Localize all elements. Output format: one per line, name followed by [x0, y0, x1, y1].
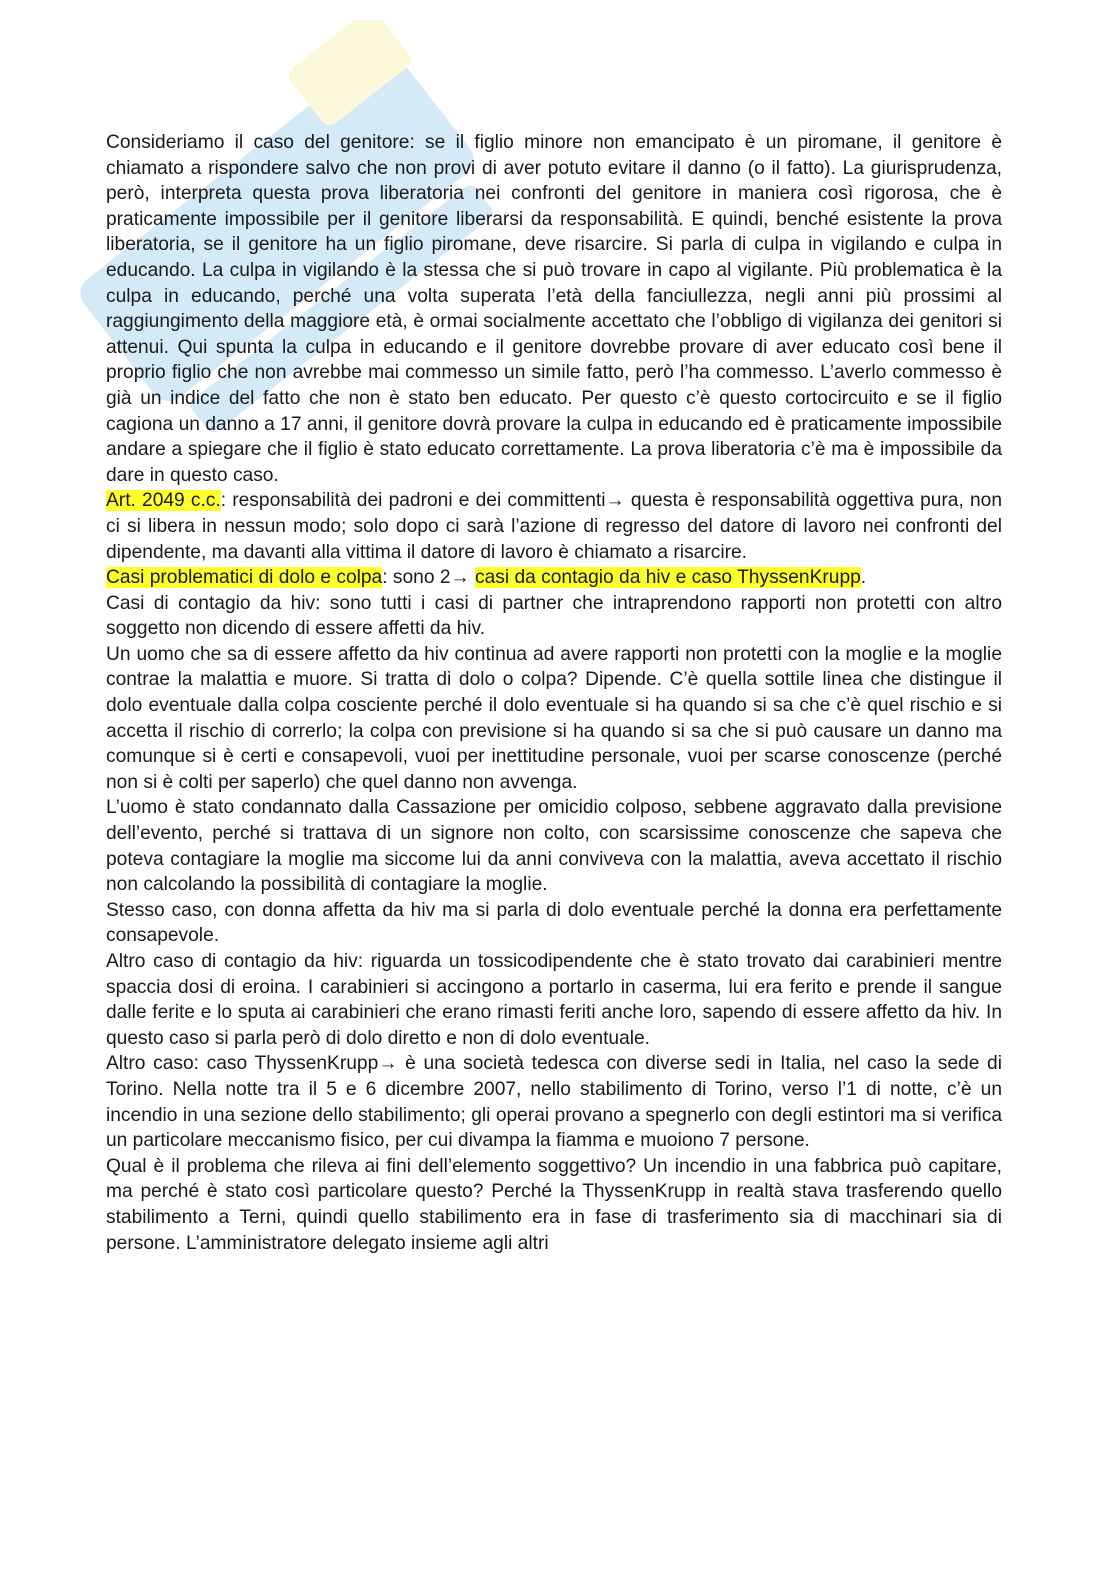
paragraph-elemento-soggettivo: Qual è il problema che rileva ai fini dell’elemento soggettivo? Un incendio in una fabbrica può capitare, ma perché è stato così particolare questo? Perché la ThyssenKrupp in realtà stava trasferendo quello stabilimento a Terni, quindi quello stabilimento era in fase di trasferimento sia di macchinari sia di persone. L’amministratore delegato insieme agli altri: [106, 1155, 1002, 1254]
highlight-art-2049: Art. 2049 c.c.: [106, 490, 221, 512]
paragraph-thyssenkrupp: Altro caso: caso ThyssenKrupp→ è una società tedesca con diverse sedi in Italia, nel caso la sede di Torino. Nella notte tra il 5 e 6 dicembre 2007, nello stabilimento di Torino, verso l’1 di notte, c’è un incendio in una sezione dello stabilimento; gli operai provano a spegnerlo con degli estintori ma si verifica un particolare meccanismo fisico, per cui divampa la fiamma e muoiono 7 persone.: [106, 1053, 1002, 1152]
paragraph-casi-problematici: [106, 565, 1002, 591]
paragraph-tossicodipendente: Altro caso di contagio da hiv: riguarda un tossicodipendente che è stato trovato dai carabinieri mentre spaccia dosi di eroina. I carabinieri si accingono a portarlo in caserma, lui era ferito e prende il sangue dalle ferite e lo sputa ai carabinieri che erano rimasti feriti anche loro, sapendo di essere affetto da hiv. In questo caso si parla però di dolo diretto e non di dolo eventuale.: [106, 951, 1002, 1049]
paragraph-uomo-hiv: Un uomo che sa di essere affetto da hiv continua ad avere rapporti non protetti con la moglie e la moglie contrae la malattia e muore. Si tratta di dolo o colpa? Dipende. C’è quella sottile linea che distingue il dolo eventuale dalla colpa cosciente perché il dolo eventuale si ha quando si sa che c’è quel rischio e si accetta il rischio di correrlo; la colpa con previsione si ha quando si sa che si può causare un danno ma comunque si è certi e consapevoli, vuoi per inettitudine personale, vuoi per scarse conoscenze (perché non si è colti per saperlo) che quel danno non avvenga.: [106, 643, 1002, 793]
paragraph-stesso-caso: Stesso caso, con donna affetta da hiv ma si parla di dolo eventuale perché la donna era perfettamente consapevole.: [106, 899, 1002, 947]
paragraph-cassazione: L’uomo è stato condannato dalla Cassazione per omicidio colposo, sebbene aggravato dalla previsione dell’evento, perché si trattava di un signore non colto, con scarsissime conoscenze che sapeva che poteva contagiare la moglie ma siccome lui da anni conviveva con la malattia, aveva accettato il rischio non calcolando la possibilità di contagiare la moglie.: [106, 797, 1002, 896]
paragraph-art-2049: [106, 488, 1002, 565]
paragraph-contagio-hiv: Casi di contagio da hiv: sono tutti i casi di partner che intraprendono rapporti non protetti con altro soggetto non dicendo di essere affetti da hiv.: [106, 592, 1002, 640]
highlight-casi-problematici: Casi problematici di dolo e colpa: [106, 567, 383, 589]
paragraph-casi-end: .: [860, 567, 867, 589]
paragraph-genitore: Consideriamo il caso del genitore: se il figlio minore non emancipato è un piromane, il genitore è chiamato a rispondere salvo che non provi di aver potuto evitare il danno (o il fatto). La giurisprudenza, però, interpreta questa prova liberatoria nei confronti del genitore in maniera così rigorosa, che è praticamente impossibile per il genitore liberarsi da responsabilità. E quindi, benché esistente la prova liberatoria, se il genitore ha un figlio piromane, deve risarcire. Si parla di culpa in vigilando e culpa in educando. La culpa in vigilando è la stessa che si può trovare in capo al vigilante. Più problematica è la culpa in educando, perché una volta superata l’età della fanciullezza, negli anni più prossimi al raggiungimento della maggiore età, è ormai socialmente accettato che l’obbligo di vigilanza dei genitori si attenui. Qui spunta la culpa in educando e il genitore dovrebbe provare di aver educato così bene il proprio figlio che non avrebbe mai commesso un simile fatto, però l’ha commesso. L’averlo commesso è già un indice del fatto che non è stato ben educato. Per questo c’è questo cortocircuito e se il figlio cagiona un danno a 17 anni, il genitore dovrà provare la culpa in educando ed è praticamente impossibile andare a spiegare che il figlio è stato educato correttamente. La prova liberatoria c’è ma è impossibile da dare in questo caso.: [106, 132, 1002, 486]
paragraph-art-2049-text: : responsabilità dei padroni e dei committenti→ questa è responsabilità oggettiva pura, non ci si libera in nessun modo; solo dopo ci sarà l’azione di regresso del datore di lavoro nei confronti del dipendente, ma davanti alla vittima il datore di lavoro è chiamato a risarcire.: [106, 490, 1002, 563]
paragraph-casi-middle: : sono 2→: [382, 567, 476, 589]
highlight-casi-contagio: casi da contagio da hiv e caso ThyssenKrupp: [475, 567, 861, 589]
document-body: [106, 130, 1002, 1256]
